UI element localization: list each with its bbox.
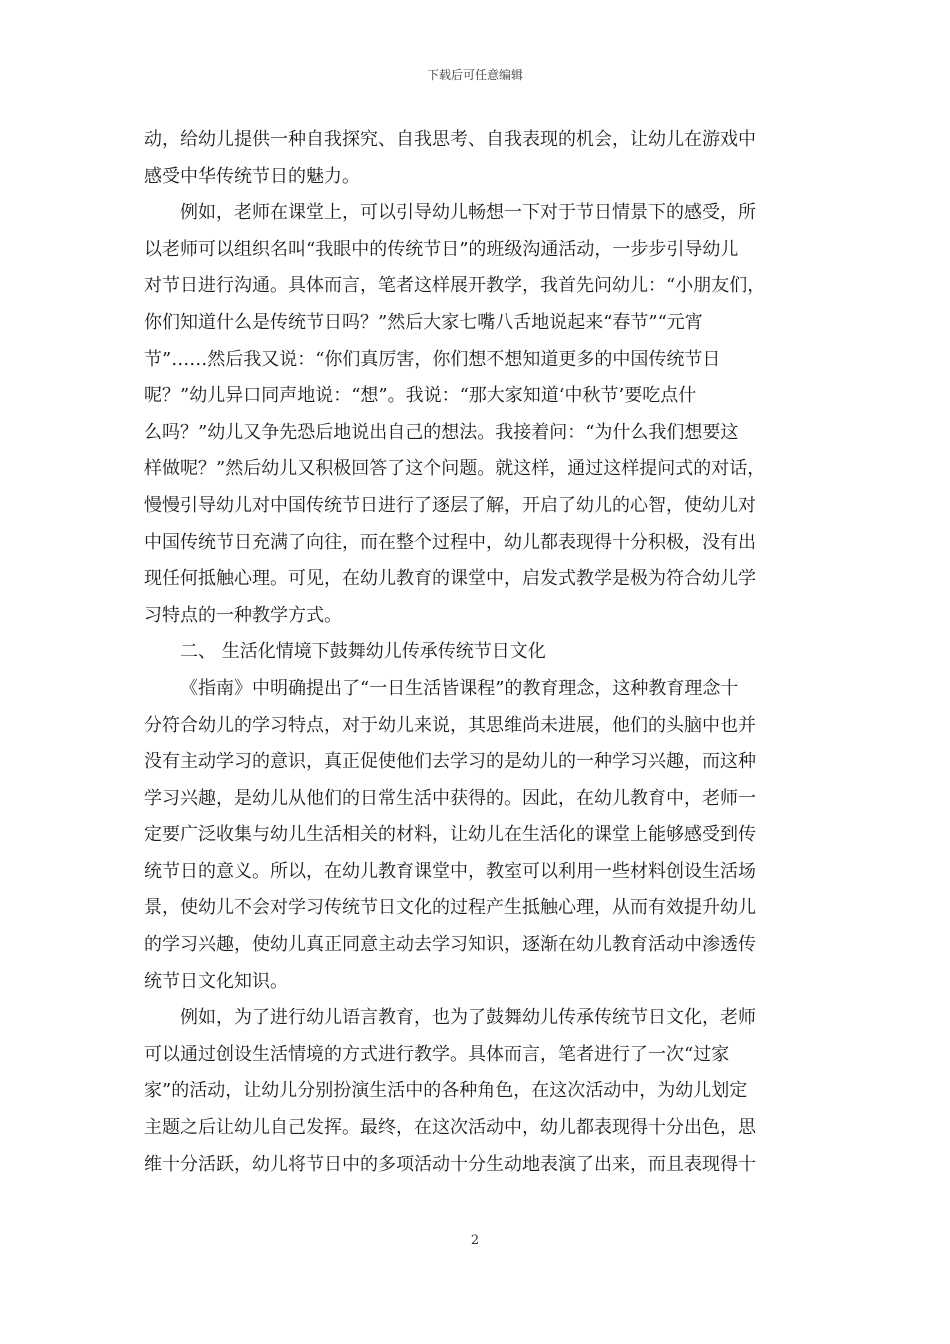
text-line: 没有主动学习的意识，真正促使他们去学习的是幼儿的一种学习兴趣，而这种 [144, 751, 756, 773]
text-line: 学习兴趣，是幼儿从他们的日常生活中获得的。因此，在幼儿教育中，老师一 [144, 787, 756, 809]
paragraph-start-line: 《指南》中明确提出了“一日生活皆课程”的教育理念，这种教育理念十 [180, 677, 739, 699]
paragraph-start-line: 例如，老师在课堂上，可以引导幼儿畅想一下对于节日情景下的感受，所 [180, 202, 756, 224]
text-line: 样做呢？”然后幼儿又积极回答了这个问题。就这样，通过这样提问式的对话， [144, 458, 766, 480]
section-heading: 二、 生活化情境下鼓舞幼儿传承传统节日文化 [180, 641, 546, 663]
page-number: 2 [470, 1233, 480, 1248]
text-line: 主题之后让幼儿自己发挥。最终，在这次活动中，幼儿都表现得十分出色，思 [144, 1117, 756, 1139]
text-line: 家”的活动，让幼儿分别扮演生活中的各种角色，在这次活动中，为幼儿划定 [144, 1080, 748, 1102]
text-line: 维十分活跃，幼儿将节日中的多项活动十分生动地表演了出来，而且表现得十 [144, 1153, 756, 1175]
text-line: 对节日进行沟通。具体而言，笔者这样展开教学，我首先问幼儿：“小朋友们， [144, 275, 766, 297]
text-line: 动，给幼儿提供一种自我探究、自我思考、自我表现的机会，让幼儿在游戏中 [144, 129, 756, 150]
text-line: 你们知道什么是传统节日吗？”然后大家七嘴八舌地说起来“春节”“元宵 [144, 311, 703, 333]
text-line: 中国传统节日充满了向往，而在整个过程中，幼儿都表现得十分积极，没有出 [144, 531, 756, 553]
text-line: 习特点的一种教学方式。 [144, 604, 342, 626]
text-line: 感受中华传统节日的魅力。 [144, 165, 360, 187]
text-line: 慢慢引导幼儿对中国传统节日进行了逐层了解，开启了幼儿的心智，使幼儿对 [144, 494, 756, 516]
text-line: 统节日文化知识。 [144, 970, 288, 992]
text-line: 统节日的意义。所以，在幼儿教育课堂中，教室可以利用一些材料创设生活场 [144, 860, 756, 882]
header-note: 下载后可任意编辑 [426, 68, 523, 82]
text-line: 可以通过创设生活情境的方式进行教学。具体而言，笔者进行了一次“过家 [144, 1043, 730, 1065]
text-line: 呢？”幼儿异口同声地说：“想”。我说：“那大家知道‘中秋节’要吃点什 [144, 385, 697, 407]
body-text [144, 122, 808, 1183]
text-line: 么吗？”幼儿又争先恐后地说出自己的想法。我接着问：“为什么我们想要这 [144, 421, 739, 443]
text-line: 定要广泛收集与幼儿生活相关的材料，让幼儿在生活化的课堂上能够感受到传 [144, 824, 756, 846]
text-line: 现任何抵触心理。可见，在幼儿教育的课堂中，启发式教学是极为符合幼儿学 [144, 568, 756, 590]
text-line: 以老师可以组织名叫“我眼中的传统节日”的班级沟通活动，一步步引导幼儿 [144, 238, 739, 260]
text-line: 的学习兴趣，使幼儿真正同意主动去学习知识，逐渐在幼儿教育活动中渗透传 [144, 934, 756, 956]
text-line: 分符合幼儿的学习特点，对于幼儿来说，其思维尚未进展，他们的头脑中也并 [144, 714, 756, 736]
text-line: 节”……然后我又说：“你们真厉害，你们想不想知道更多的中国传统节日 [144, 348, 721, 370]
paragraph-start-line: 例如，为了进行幼儿语言教育，也为了鼓舞幼儿传承传统节日文化，老师 [180, 1007, 756, 1029]
text-line: 景，使幼儿不会对学习传统节日文化的过程产生抵触心理，从而有效提升幼儿 [144, 897, 756, 919]
